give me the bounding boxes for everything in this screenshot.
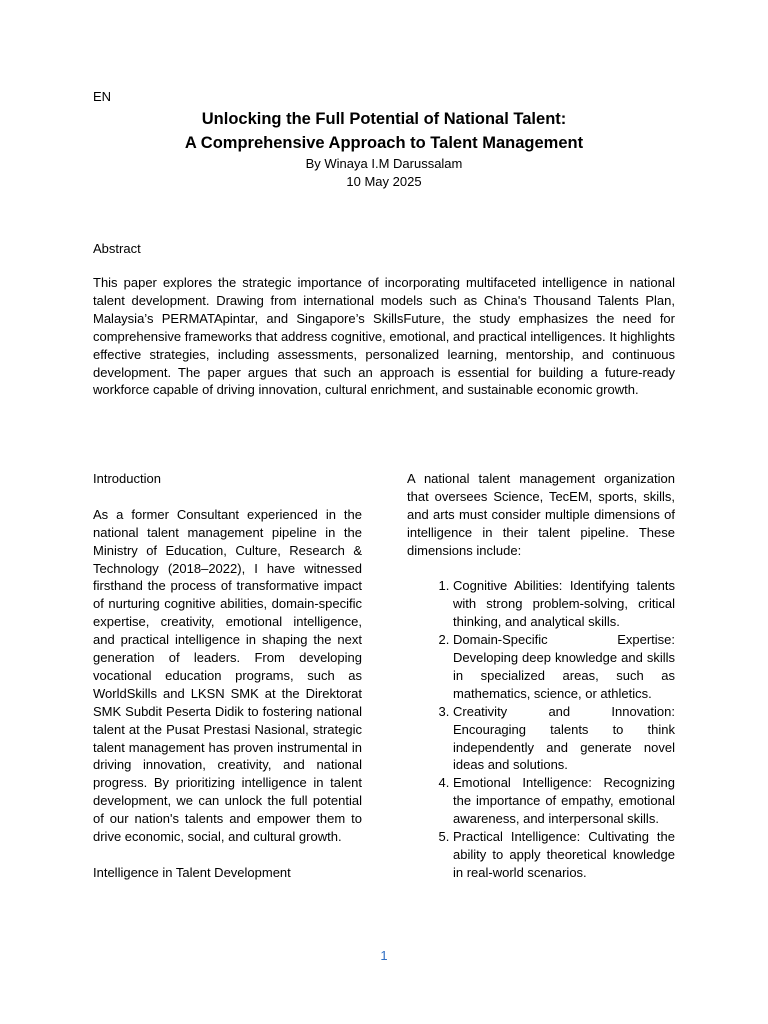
title-line-1: Unlocking the Full Potential of National Talent: — [201, 110, 567, 128]
dimensions-list — [407, 577, 675, 881]
dimension-item: 1. Cognitive Abilities: Identifying talents with strong problem-solving, critical thinking, and analytical skills. — [453, 577, 675, 631]
page-number: 1 — [380, 948, 388, 963]
abstract-text: This paper explores the strategic importance of incorporating multifaceted intelligence in national talent development. Drawing from international models such as China's Thousand Talents Plan, Malaysia’s PERMATApintar, and Singapore’s SkillsFuture, the study emphasizes the need for comprehensive frameworks that address cognitive, emotional, and practical intelligences. It highlights effective strategies, including assessments, personalized learning, mentorship, and continuous development. The paper argues that such an approach is essential for building a future-ready workforce capable of driving innovation, cultural enrichment, and sustainable economic growth. — [93, 275, 675, 398]
title-block — [93, 107, 675, 191]
abstract-heading: Abstract — [93, 241, 141, 256]
paragraph-spacer — [93, 846, 362, 864]
dimension-item: 3. Creativity and Innovation: Encouraging talents to think independently and generate novel ideas and solutions. — [453, 703, 675, 775]
dimension-item: 2. Domain-Specific Expertise: Developing deep knowledge and skills in specialized areas, such as mathematics, science, or athletics. — [453, 631, 675, 703]
author-byline: By Winaya I.M Darussalam — [305, 156, 463, 171]
dimension-item: 5. Practical Intelligence: Cultivating the ability to apply theoretical knowledge in real-world scenarios. — [453, 828, 675, 882]
left-column — [93, 470, 362, 882]
publication-date: 10 May 2025 — [346, 174, 422, 189]
intelligence-heading: Intelligence in Talent Development — [93, 864, 291, 880]
introduction-heading: Introduction — [93, 471, 161, 486]
dimensions-intro-text: A national talent management organization that oversees Science, TecEM, sports, skills, and arts must consider multiple dimensions of intelligence in their talent pipeline. These dimensions include: — [407, 471, 675, 558]
introduction-text: As a former Consultant experienced in the national talent management pipeline in the Ministry of Education, Culture, Research & Technology (2018–2022), I have witnessed firsthand the process of transformative impact of nurturing cognitive abilities, domain-specific expertise, creativity, emotional intelligence, and practical intelligence in shaping the next generation of leaders. From developing vocational education programs, such as WorldSkills and LKSN SMK at the Direktorat SMK Subdit Peserta Didik to fostering national talent at the Pusat Prestasi Nasional, strategic talent management has proven instrumental in driving innovation, creativity, and national progress. By prioritizing intelligence in talent development, we can unlock the full potential of our nation's talents and empower them to drive economic, social, and cultural growth. — [93, 506, 362, 845]
language-tag: EN — [93, 89, 112, 104]
title-line-2: A Comprehensive Approach to Talent Management — [184, 134, 584, 152]
dimension-item: 4. Emotional Intelligence: Recognizing the importance of empathy, emotional awareness, and interpersonal skills. — [453, 774, 675, 828]
right-column — [407, 470, 675, 882]
